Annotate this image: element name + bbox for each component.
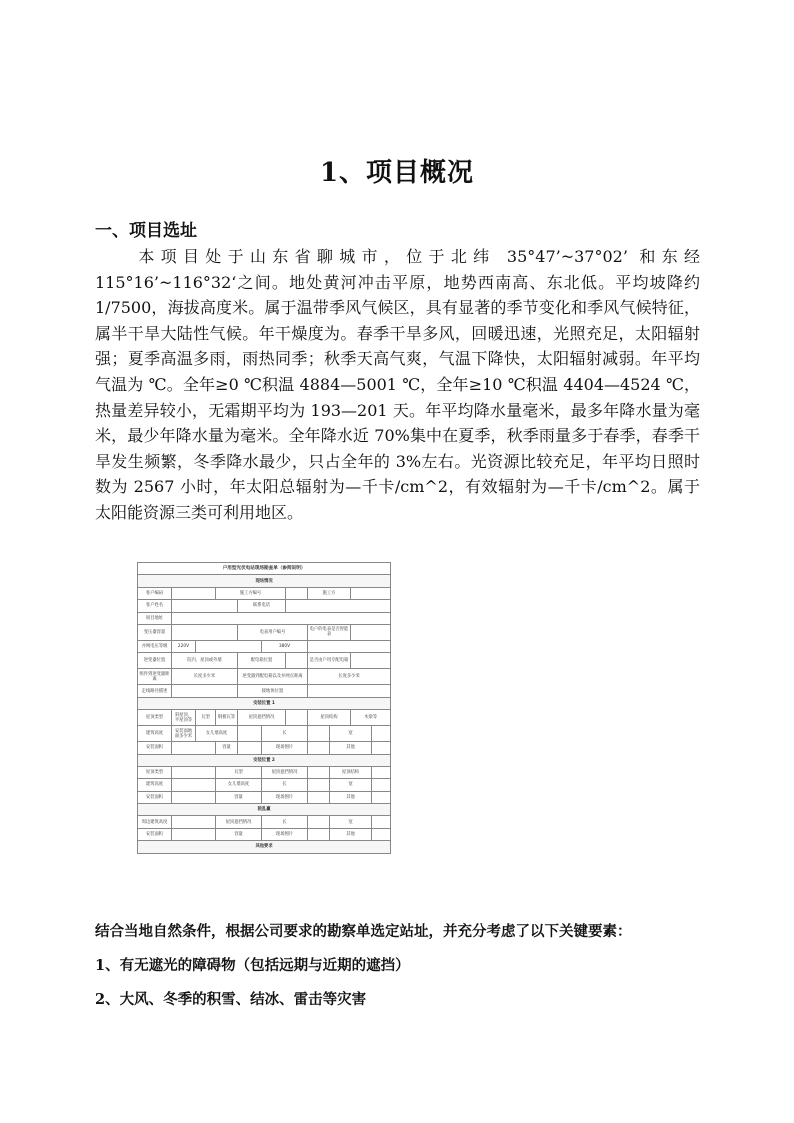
- form-label: 其他: [330, 742, 372, 754]
- form-label: 长: [262, 779, 308, 791]
- form-section: 现场情况: [138, 575, 391, 587]
- form-label: 现场图片: [262, 791, 308, 803]
- note-item-2: 2、大风、冬季的积雪、结冰、雷击等灾害: [95, 991, 367, 1008]
- form-label: 走线路径描述: [138, 685, 172, 697]
- form-label: 其他: [330, 828, 372, 840]
- form-label: 屋顶类型: [138, 766, 172, 778]
- form-label: 联系电话: [238, 600, 286, 612]
- form-label: 现场图片: [262, 742, 308, 754]
- form-label: 现场图片: [262, 828, 308, 840]
- page-title: 1、项目概况: [319, 158, 475, 188]
- form-label: 屋顶结构: [308, 710, 351, 726]
- form-value: 院内、屋顶或外墙: [172, 653, 238, 669]
- form-label: 长: [262, 726, 308, 742]
- form-label: 女儿墙高度: [196, 726, 238, 742]
- form-label: 组件到逆变器距离: [138, 669, 172, 685]
- form-value: 钢板瓦等: [216, 710, 238, 726]
- form-label: 屋顶类型: [138, 710, 172, 726]
- note-intro: 结合当地自然条件，根据公司要求的勘察单选定站址，并充分考虑了以下关键要素：: [95, 923, 632, 940]
- form-label: 宽: [330, 816, 372, 828]
- form-label: 客户编码: [138, 587, 172, 599]
- form-label: 屋顶遮挡情况: [238, 710, 286, 726]
- form-value: 220V: [172, 640, 196, 652]
- form-label: 安装面积: [138, 791, 172, 803]
- form-label: 是否由户用专配电箱: [308, 653, 351, 669]
- form-label: 容量: [216, 828, 262, 840]
- form-label: 屋顶结构: [330, 766, 372, 778]
- form-label: 屋顶遮挡情况: [262, 766, 308, 778]
- form-label: 长: [262, 816, 308, 828]
- form-label: 周边建筑高度: [138, 816, 172, 828]
- form-value: 380V: [262, 640, 308, 652]
- form-label: 宽: [330, 779, 372, 791]
- form-label: 其他: [330, 791, 372, 803]
- form-value: 长度多少米: [172, 669, 238, 685]
- survey-form-table: [137, 562, 391, 854]
- form-title: 户用型光伏电站现场勘查单（参阅说明）: [138, 563, 391, 575]
- site-description-paragraph: [95, 244, 700, 526]
- form-section: 其他要求: [138, 841, 391, 853]
- section-heading: 一、项目选址: [95, 221, 197, 241]
- form-label: 客户姓名: [138, 600, 172, 612]
- form-label: 瓦型: [196, 710, 216, 726]
- form-label: 逆变器到配电箱以及并网点距离: [238, 669, 308, 685]
- form-label: 安装面积: [138, 828, 172, 840]
- form-value: 木梁等: [351, 710, 391, 726]
- form-section: 院乱赢: [138, 804, 391, 816]
- form-value: 长度多少米: [308, 669, 391, 685]
- form-label: 屋顶遮挡情况: [216, 816, 262, 828]
- form-section: 安装位置 1: [138, 697, 391, 709]
- form-label: 电户的电表是否智能表: [308, 624, 351, 640]
- form-label: 接地体位置: [238, 685, 308, 697]
- form-label: 建筑高度: [138, 779, 172, 791]
- form-label: 容量: [216, 791, 262, 803]
- form-label: 并网电压等级: [138, 640, 172, 652]
- survey-form-image: [137, 562, 390, 906]
- form-label: 施工方编号: [216, 587, 286, 599]
- form-label: 配电箱位置: [238, 653, 286, 669]
- form-label: 安装面积: [138, 742, 172, 754]
- form-label: 瓦型: [216, 766, 262, 778]
- note-item-1: 1、有无遮光的障碍物（包括远期与近期的遮挡）: [95, 957, 410, 974]
- form-section: 安装位置 2: [138, 754, 391, 766]
- form-label: 变压器容量: [138, 624, 172, 640]
- paragraph-text: 本项目处于山东省聊城市，位于北纬 35°47’~37°02’ 和东经 115°16’~116°32‘之间。地处黄河冲击平原，地势西南高、东北低。平均坡降约 1/7500，海拔高度米。属于温带季风气候区，具有显著的季节变化和季风气候特征，属半干旱大陆性气候。年干燥度为。春季干旱多风，回暖迅速，光照充足，太阳辐射强；夏季高温多雨，雨热同季；秋季天高气爽，气温下降快，太阳辐射减弱。年平均气温为 ℃。全年≥0 ℃积温 4884—5001 ℃，全年≥10 ℃积温 4404—4524 ℃，热量差异较小，无霜期平均为 193—201 天。年平均降水量毫米，最多年降水量为毫米，最少年降水量为毫米。全年降水近 70%集中在夏季，秋季雨量多于春季，春季干旱发生频繁，冬季降水最少，只占全年的 3%左右。光资源比较充足，年平均日照时数为 2567 小时，年太阳总辐射为—千卡/cm^2，有效辐射为—千卡/cm^2。属于太阳能资源三类可利用地区。: [95, 247, 700, 522]
- form-label: 建筑高度: [138, 726, 172, 742]
- form-label: 项目地址: [138, 612, 172, 624]
- form-value: 斜屋顶，平屋顶等: [172, 710, 196, 726]
- form-label: 逆变器位置: [138, 653, 172, 669]
- form-label: 女儿墙高度: [216, 779, 262, 791]
- form-label: 宽: [330, 726, 372, 742]
- form-label: 施工方: [308, 587, 351, 599]
- form-label: 电表用户编号: [238, 624, 308, 640]
- form-value: 安装面地面多少米: [172, 726, 196, 742]
- form-label: 容量: [216, 742, 238, 754]
